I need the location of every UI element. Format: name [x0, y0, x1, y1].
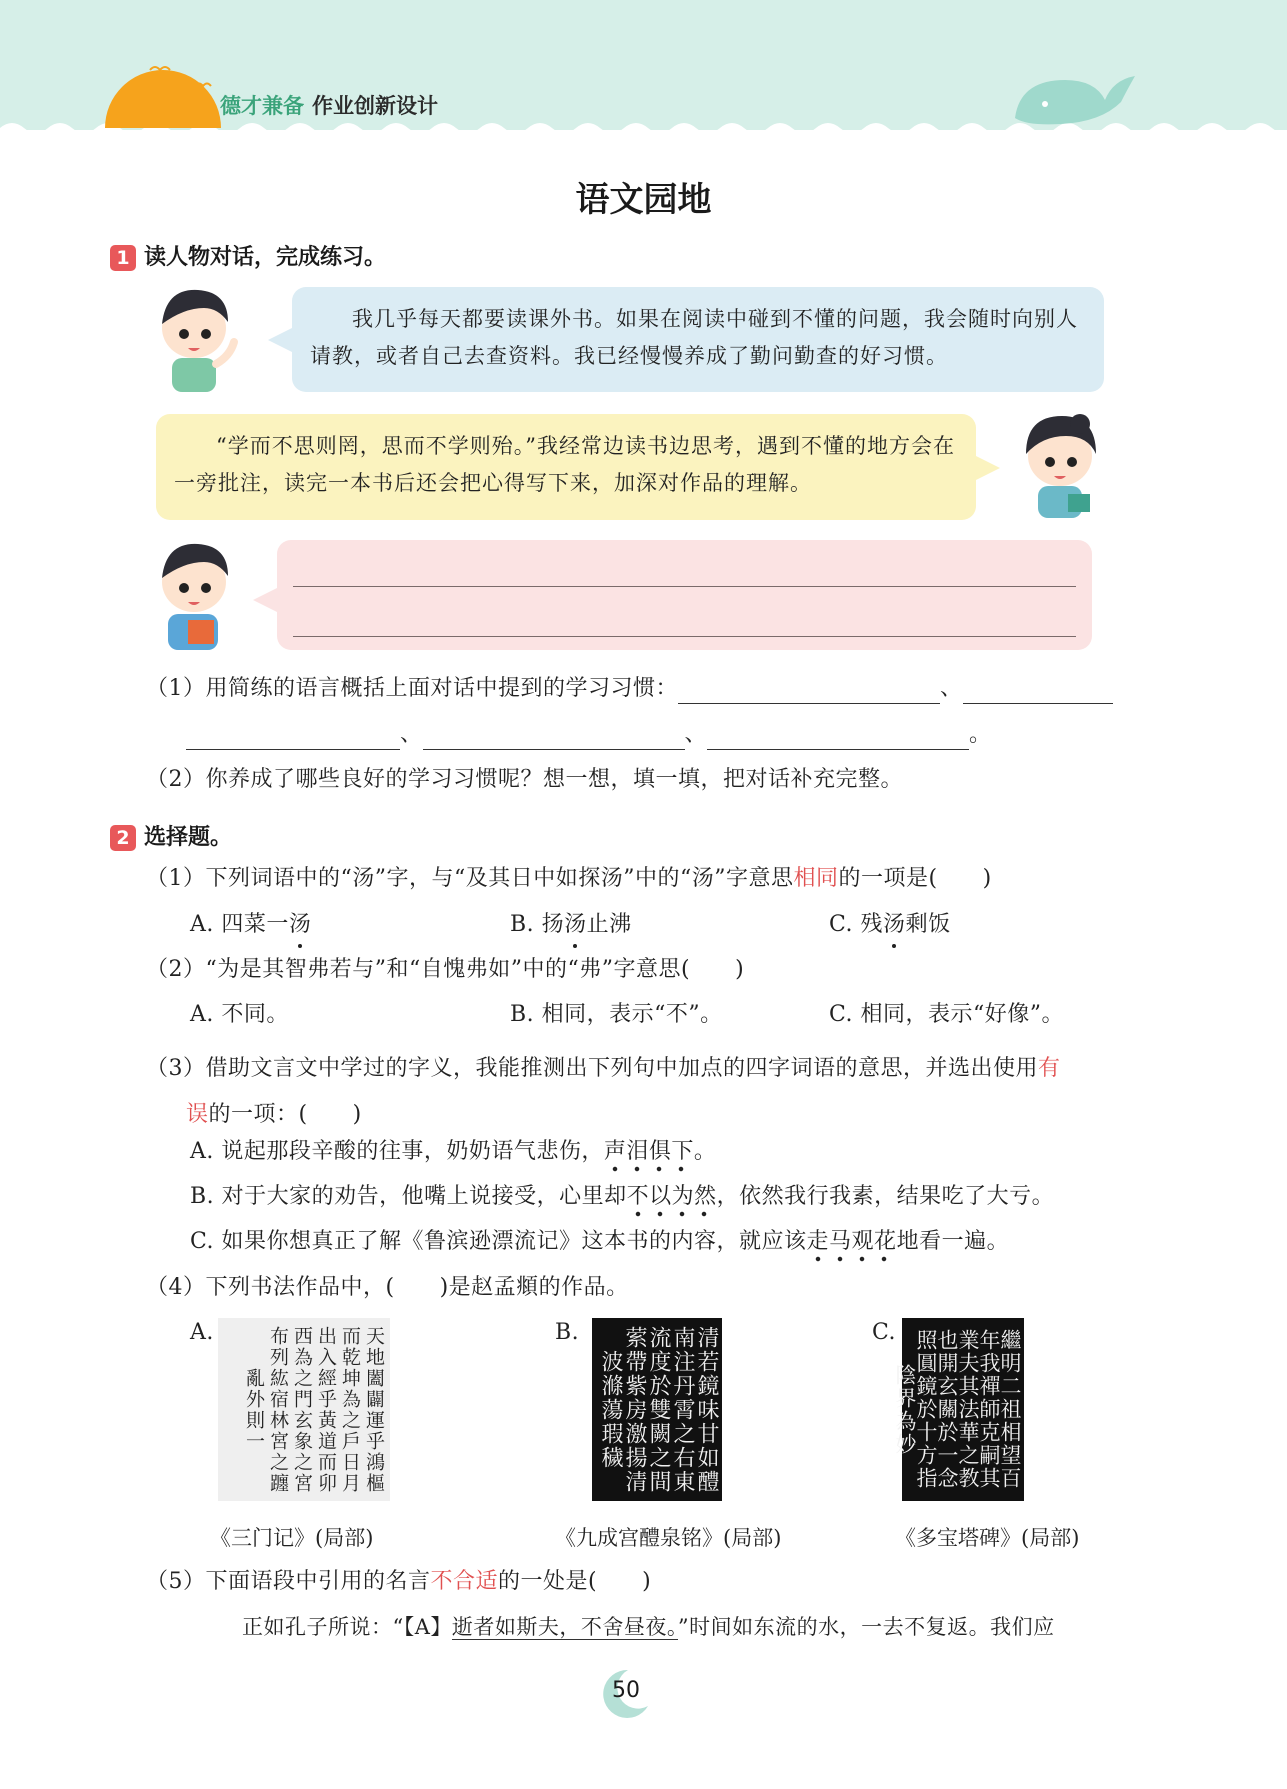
opt-text: A. 说起那段辛酸的往事，奶奶语气悲伤， — [190, 1139, 604, 1164]
opt-text: A. 四菜一 — [190, 912, 289, 937]
bubble2-tail — [976, 456, 1000, 480]
banner-title — [220, 90, 438, 120]
para-text: 正如孔子所说：“【A】 — [242, 1615, 452, 1639]
dotted-char: 汤 — [564, 910, 587, 940]
q2-s5 — [146, 1567, 651, 1597]
q1-heading-text: 读人物对话，完成练习。 — [144, 245, 387, 270]
opt-text: 止沸 — [586, 912, 632, 937]
q1-sub2: （2）你养成了哪些良好的学习习惯呢？想一想，填一填，把对话补充完整。 — [146, 767, 903, 792]
bubble1-text: 我几乎每天都要读课外书。如果在阅读中碰到不懂的问题，我会随时向别人请教，或者自己去查资料。我已经慢慢养成了勤问勤查的好习惯。 — [310, 307, 1078, 368]
blank-3[interactable] — [186, 725, 400, 750]
q2-heading-text: 选择题。 — [144, 825, 233, 850]
opt-text: ，依然我行我素，结果吃了大亏。 — [716, 1184, 1055, 1209]
q2-s3-pre: （3）借助文言文中学过的字义，我能推测出下列句中加点的四字词语的意思，并选出使用 — [146, 1056, 1039, 1081]
q2-s1-option-c[interactable] — [829, 910, 951, 940]
q1-sub1 — [146, 674, 1113, 704]
q2-s4: （4）下列书法作品中，( )是赵孟頫的作品。 — [146, 1275, 629, 1300]
blank-2[interactable] — [963, 679, 1113, 704]
q2-s5-post: 的一处是( ) — [498, 1569, 652, 1594]
q2-number: 2 — [110, 825, 136, 851]
girl-avatar-icon — [1010, 410, 1106, 522]
dotted-char: 汤 — [883, 910, 906, 940]
opt-text: 地看一遍。 — [896, 1229, 1010, 1254]
q2-s1-pre: （1）下列词语中的“汤”字，与“及其日中如探汤”中的“汤”字意思 — [146, 866, 794, 891]
answer-bubble[interactable] — [277, 540, 1092, 650]
page-title: 语文园地 — [575, 180, 712, 220]
q2-s1 — [146, 864, 992, 894]
q1-heading — [110, 240, 386, 271]
calligraphy-duobaota: 繼明二祖相望百年我禪師克嗣其業夫其法華之教也開玄關於一念照圓鏡於十方指陰界為妙 — [902, 1318, 1024, 1501]
brand-name: 德才兼备 — [220, 94, 304, 118]
opt-text: B. 扬 — [510, 912, 565, 937]
q2-s1-option-a[interactable] — [190, 910, 311, 940]
calligraphy-sanmenji: 天地闔闢運乎鴻樞而乾坤為之戶日月出入經乎黃道而卯西為之門玄象之宮布列紘宿林宮之躔亂外則一 — [218, 1318, 390, 1501]
answer-line-1[interactable] — [293, 586, 1076, 587]
blank-1[interactable] — [678, 679, 940, 704]
para-text: ”时间如东流的水，一去不复返。我们应 — [677, 1615, 1055, 1639]
dotted-word: 走马观花 — [807, 1229, 897, 1262]
opt-text: B. 对于大家的劝告，他嘴上说接受，心里却 — [190, 1184, 627, 1209]
answer-line-2[interactable] — [293, 636, 1076, 637]
q2-s1-post: 的一项是( ) — [838, 866, 992, 891]
q2-s2-option-b[interactable]: B. 相同，表示“不”。 — [510, 1002, 723, 1027]
speech-bubble-girl — [156, 414, 976, 520]
q2-s1-option-b[interactable] — [510, 910, 632, 940]
q2-s5-paragraph — [242, 1612, 1055, 1642]
q2-s2-option-c[interactable]: C. 相同，表示“好像”。 — [829, 1002, 1065, 1027]
q2-s1-highlight: 相同 — [793, 866, 839, 891]
q2-s3-post: 的一项：( ) — [208, 1102, 362, 1127]
bubble3-tail — [253, 588, 277, 612]
q2-s5-pre: （5）下面语段中引用的名言 — [146, 1569, 431, 1594]
q2-heading — [110, 820, 232, 851]
calligraphy-jiuchenggong: 清若鏡味甘如醴南注丹霄之右東流度於雙闕之間萦帶紫房激揚清波滌蕩瑕穢 — [592, 1318, 722, 1501]
q2-s2: （2）“为是其智弗若与”和“自愧弗如”中的“弗”字意思( ) — [146, 957, 745, 982]
q2-s3-highlight-2: 误 — [186, 1102, 209, 1127]
dotted-word: 不以为然 — [627, 1184, 717, 1217]
separator: 、 — [684, 722, 708, 747]
q2-s3-option-a[interactable] — [190, 1137, 716, 1167]
blank-4[interactable] — [423, 725, 685, 750]
blank-5[interactable] — [707, 725, 969, 750]
dotted-word: 声泪俱下 — [604, 1139, 694, 1172]
option-b-label[interactable]: B. — [555, 1320, 580, 1345]
q2-s2-option-a[interactable]: A. 不同。 — [190, 1002, 289, 1027]
caption-b: 《九成宫醴泉铭》(局部) — [555, 1526, 782, 1550]
q1-number: 1 — [110, 245, 136, 271]
q2-s5-highlight: 不合适 — [430, 1569, 499, 1594]
dotted-char: 汤 — [289, 910, 312, 940]
bubble1-tail — [268, 328, 292, 352]
q2-s3-highlight-1: 有 — [1038, 1056, 1061, 1081]
boy-avatar-2-icon — [150, 540, 246, 656]
q2-s3-option-b[interactable] — [190, 1182, 1054, 1212]
page-header — [0, 0, 1287, 150]
period: 。 — [969, 722, 992, 747]
q2-s3 — [146, 1046, 1146, 1138]
opt-text: 。 — [693, 1139, 717, 1164]
boy-avatar-icon — [150, 286, 246, 396]
separator: 、 — [400, 722, 423, 747]
caption-c: 《多宝塔碑》(局部) — [895, 1526, 1080, 1550]
speech-bubble-boy — [292, 287, 1104, 392]
option-a-label[interactable]: A. — [190, 1320, 214, 1345]
opt-text: C. 如果你想真正了解《鲁滨逊漂流记》这本书的内容，就应该 — [190, 1229, 807, 1254]
caption-a: 《三门记》(局部) — [210, 1526, 374, 1550]
q2-s3-option-c[interactable] — [190, 1227, 1009, 1257]
page-number: 50 — [612, 1678, 640, 1703]
q1-sub1-text: （1）用简练的语言概括上面对话中提到的学习习惯： — [146, 676, 678, 701]
opt-text: C. 残 — [829, 912, 884, 937]
brand-subtitle: 作业创新设计 — [312, 94, 438, 118]
q1-sub1-line2 — [186, 720, 992, 750]
opt-text: 剩饭 — [905, 912, 951, 937]
separator: 、 — [940, 676, 963, 701]
underlined-quote: 逝者如斯夫，不舍昼夜。 — [451, 1615, 678, 1639]
option-c-label[interactable]: C. — [872, 1320, 897, 1345]
bubble2-text: “学而不思则罔，思而不学则殆。”我经常边读书边思考，遇到不懂的地方会在一旁批注，读完一本书后还会把心得写下来，加深对作品的理解。 — [174, 434, 955, 495]
